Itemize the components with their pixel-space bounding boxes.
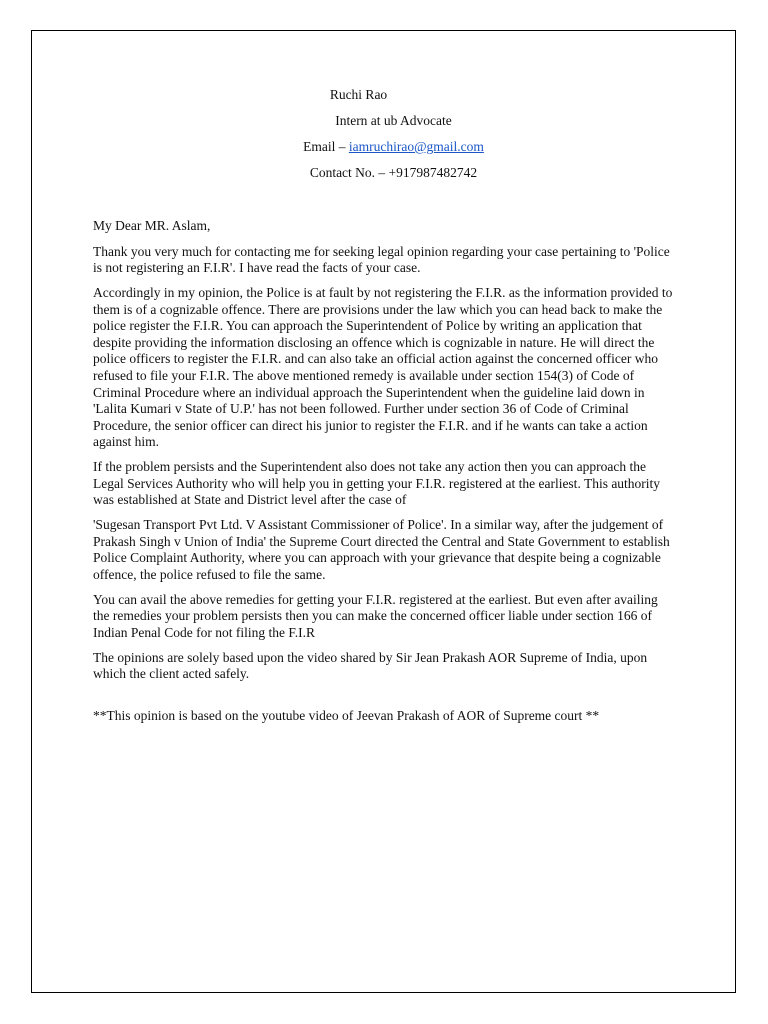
sender-contact: Contact No. – +917987482742 <box>309 165 478 180</box>
email-link[interactable]: iamruchirao@gmail.com <box>348 139 484 154</box>
email-label: Email – <box>303 139 349 154</box>
letter-header <box>31 86 736 190</box>
paragraph-basis: The opinions are solely based upon the video shared by Sir Jean Prakash AOR Supreme of India, upon which the client acted safely. <box>93 649 648 682</box>
paragraph-intro: Thank you very much for contacting me for seeking legal opinion regarding your case pertaining to 'Police is not registering an F.I.R'. I have read the facts of your case. <box>93 243 670 276</box>
paragraph-case-reference: 'Sugesan Transport Pvt Ltd. V Assistant Commissioner of Police'. In a similar way, after the judgement of Prakash Singh v Union of India' the Supreme Court directed the Central and State Government to establish Police Complaint Authority, where you can approach with your grievance that despite being a cognizable offence, the police refused to file the same. <box>93 517 670 582</box>
footnote: **This opinion is based on the youtube video of Jeevan Prakash of AOR of Supreme court ** <box>93 707 600 723</box>
paragraph-remedies: You can avail the above remedies for getting your F.I.R. registered at the earliest. But even after availing the remedies your problem persists then you can make the concerned officer liable under section 166 of Indian Penal Code for not filing the F.I.R <box>93 591 658 640</box>
sender-name: Ruchi Rao <box>329 87 388 102</box>
letter-body <box>93 218 677 733</box>
salutation: My Dear MR. Aslam, <box>93 218 211 233</box>
sender-email-line <box>31 138 736 155</box>
paragraph-legal-services: If the problem persists and the Superintendent also does not take any action then you can approach the Legal Services Authority who will help you in getting your F.I.R. registered at the earliest. This authority was established at State and District level after the case of <box>93 459 661 508</box>
sender-role: Intern at ub Advocate <box>335 113 452 128</box>
paragraph-opinion: Accordingly in my opinion, the Police is at fault by not registering the F.I.R. as the information provided to them is of a cognizable offence. There are provisions under the law which you can head back to make the police register the F.I.R. You can approach the Superintendent of Police by writing an application that despite providing the information disclosing an offence which is cognizable in nature. He will direct the police officers to register the F.I.R. and can also take an official action against the concerned officer who refused to file your F.I.R. The above mentioned remedy is available under section 154(3) of Code of Criminal Procedure where an individual approach the Superintendent when the guideline laid down in 'Lalita Kumari v State of U.P.' has not been followed. Further under section 36 of Code of Criminal Procedure, the senior officer can direct his junior to register the F.I.R. and if he wants can take a action against him. <box>93 284 673 450</box>
